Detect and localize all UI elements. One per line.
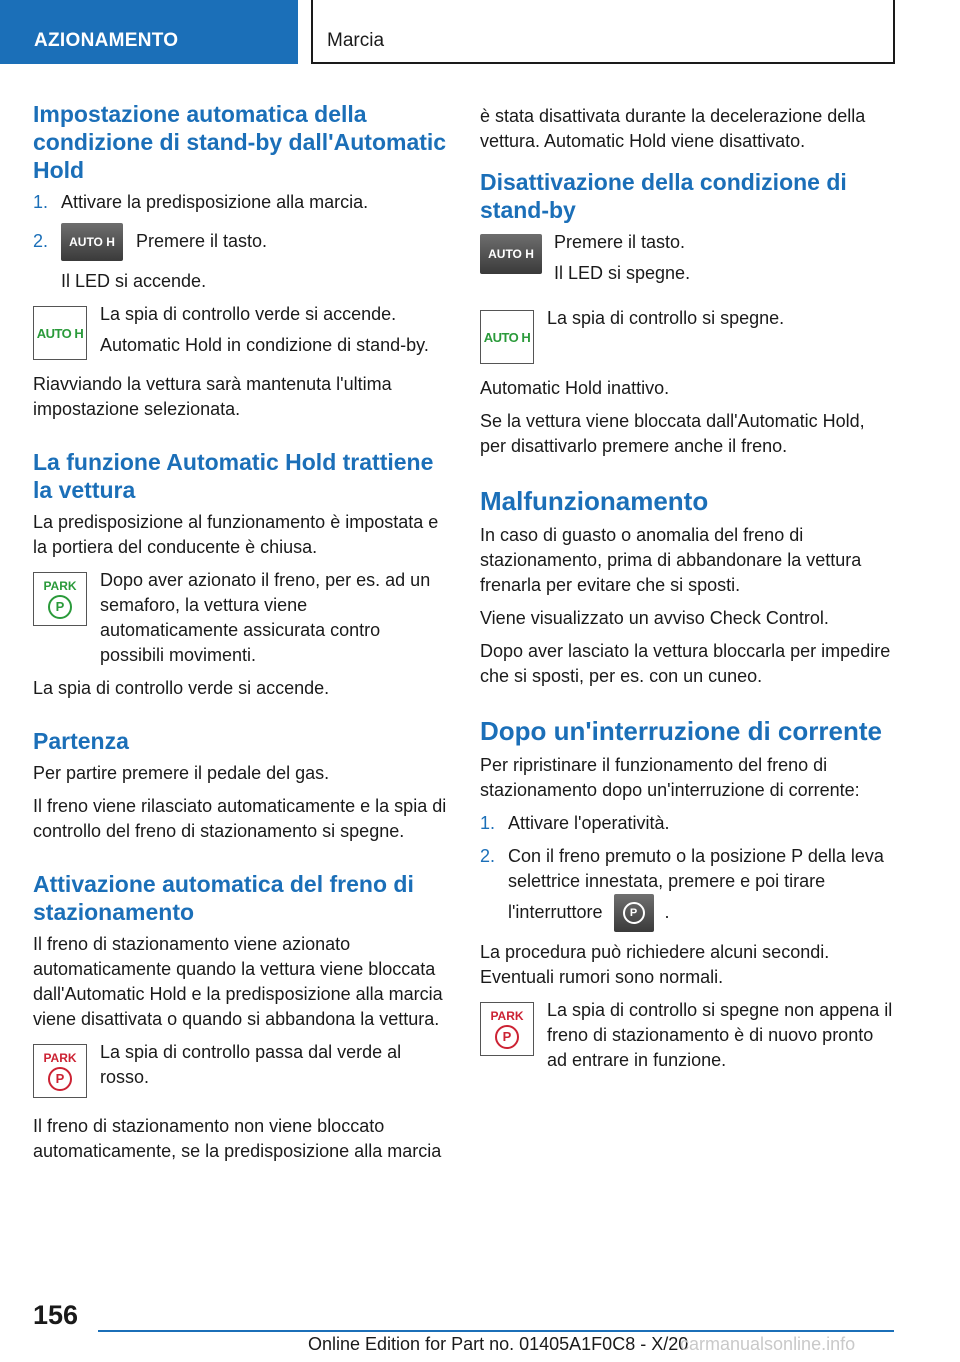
step-text-wrap xyxy=(508,844,894,932)
section-deactivate-standby xyxy=(480,168,894,459)
edition-text: Online Edition for Part no. 01405A1F0C8 - X/20 xyxy=(308,1334,689,1354)
section-title: Malfunzionamento xyxy=(480,486,709,516)
lamp-word: PARK xyxy=(43,1050,77,1065)
indicator-text-2: Automatic Hold in condizione di stand-by. xyxy=(100,335,429,355)
indicator-text: La spia di controllo passa dal verde al rosso. xyxy=(100,1042,402,1087)
paragraph: Il freno viene rilasciato automaticamente e la spia di controllo del freno di stazionamento si spegne. xyxy=(33,796,447,841)
paragraph: Automatic Hold inattivo. xyxy=(480,378,670,398)
right-column xyxy=(480,104,894,1099)
indicator-text: Dopo aver azionato il freno, per es. ad un semaforo, la vettura viene automaticamente assicurata contro possibili movimenti. xyxy=(100,570,431,665)
indicator-text xyxy=(100,302,447,364)
step-text-wrap xyxy=(61,223,447,261)
step-text: Con il freno premuto o la posizione P della leva selettrice innestata, premere e poi tirare l'interruttore xyxy=(508,846,884,922)
section-title: La funzione Automatic Hold trattiene la vettura xyxy=(33,449,434,503)
section-title: Disattivazione della condizione di stand-by xyxy=(480,169,847,223)
paragraph: La predisposizione al funzionamento è impostata e la portiera del conducente è chiusa. xyxy=(33,512,439,557)
step-number: 2. xyxy=(33,231,49,251)
paragraph: Per ripristinare il funzionamento del freno di stazionamento dopo un'interruzione di corrente: xyxy=(480,755,860,800)
footer-divider xyxy=(98,1330,894,1332)
step-item xyxy=(480,844,894,932)
auto-h-lamp-icon xyxy=(480,310,534,364)
section-auto-standby xyxy=(33,100,447,422)
indicator-row xyxy=(33,1040,447,1098)
park-red-lamp-icon xyxy=(33,1044,87,1098)
page-number: 156 xyxy=(33,1300,79,1330)
step-item xyxy=(33,223,447,261)
section-title: Partenza xyxy=(33,728,129,754)
lamp-symbol: P xyxy=(495,1025,519,1049)
indicator-row xyxy=(33,302,447,364)
step-number: 2. xyxy=(480,846,496,866)
step-item xyxy=(33,190,447,215)
auto-h-key-icon: AUTO H xyxy=(480,234,542,274)
key-slot xyxy=(480,230,554,292)
key-text-1: Premere il tasto. xyxy=(554,232,686,252)
section-malfunction xyxy=(480,485,894,689)
section-title: Attivazione automatica del freno di stazionamento xyxy=(33,871,414,925)
step-number: 1. xyxy=(33,192,49,212)
indicator-slot xyxy=(33,1040,100,1098)
section-power-interruption xyxy=(480,715,894,1073)
section-start xyxy=(33,727,447,844)
section-continuation xyxy=(480,104,894,154)
lamp-label: AUTO H xyxy=(36,325,84,341)
section-tab: AZIONAMENTO xyxy=(0,0,298,64)
section-hold-vehicle xyxy=(33,448,447,701)
section-title: Dopo un'interruzione di corrente xyxy=(480,716,882,746)
switch-symbol: P xyxy=(623,902,645,924)
parking-brake-switch-icon xyxy=(614,894,654,932)
lamp-label: AUTO H xyxy=(483,329,531,345)
paragraph: è stata disattivata durante la decelerazione della vettura. Automatic Hold viene disattivato. xyxy=(480,106,866,151)
paragraph: Il freno di stazionamento non viene bloccato automaticamente, se la predisposizione alla marcia xyxy=(33,1116,442,1161)
indicator-row xyxy=(480,998,894,1073)
indicator-slot xyxy=(480,306,547,364)
step-text: Attivare l'operatività. xyxy=(508,813,670,833)
watermark: carmanualsonline.info xyxy=(680,1334,856,1354)
paragraph: La procedura può richiedere alcuni secondi. Eventuali rumori sono normali. xyxy=(480,942,830,987)
step-number: 1. xyxy=(480,813,496,833)
step-text: Premere il tasto. xyxy=(136,230,268,251)
paragraph: Se la vettura viene bloccata dall'Automatic Hold, per disattivarlo premere anche il freno. xyxy=(480,411,865,456)
indicator-slot xyxy=(33,568,100,668)
step-text-end: . xyxy=(664,901,670,922)
chapter-title: Marcia xyxy=(311,0,895,64)
section-title: Impostazione automatica della condizione di stand-by dall'Automatic Hold xyxy=(33,101,447,183)
step-text: Attivare la predisposizione alla marcia. xyxy=(61,192,369,212)
indicator-row xyxy=(33,568,447,668)
indicator-text: La spia di controllo si spegne non appena il freno di stazionamento è di nuovo pronto ad entrare in funzione. xyxy=(547,1000,893,1070)
paragraph: In caso di guasto o anomalia del freno di stazionamento, prima di abbandonare la vettura frenarla per evitare che si sposti. xyxy=(480,525,862,595)
led-text: Il LED si accende. xyxy=(61,271,207,291)
section-auto-parking-brake xyxy=(33,870,447,1164)
paragraph: Viene visualizzato un avviso Check Control. xyxy=(480,608,829,628)
auto-h-key-icon: AUTO H xyxy=(61,223,123,261)
lamp-symbol: P xyxy=(48,1067,72,1091)
left-column xyxy=(33,100,447,1190)
park-green-lamp-icon xyxy=(33,572,87,626)
indicator-text-1: La spia di controllo verde si accende. xyxy=(100,304,397,324)
indicator-slot xyxy=(33,302,100,364)
paragraph: Il freno di stazionamento viene azionato automaticamente quando la vettura viene bloccata dall'Automatic Hold e la predisposizione alla marcia viene disattivata o quando si abbandona la vettura. xyxy=(33,934,443,1029)
indicator-slot xyxy=(480,998,547,1073)
paragraph: Per partire premere il pedale del gas. xyxy=(33,763,330,783)
paragraph: Riavviando la vettura sarà mantenuta l'ultima impostazione selezionata. xyxy=(33,374,392,419)
step-item xyxy=(480,811,894,836)
indicator-row xyxy=(480,306,894,364)
lamp-word: PARK xyxy=(490,1008,524,1023)
key-row xyxy=(480,230,894,292)
paragraph: Dopo aver lasciato la vettura bloccarla per impedire che si sposti, per es. con un cuneo. xyxy=(480,641,891,686)
key-text-2: Il LED si spegne. xyxy=(554,263,691,283)
auto-h-lamp-icon xyxy=(33,306,87,360)
indicator-text: La spia di controllo si spegne. xyxy=(547,308,785,328)
lamp-symbol: P xyxy=(48,595,72,619)
paragraph: La spia di controllo verde si accende. xyxy=(33,678,330,698)
park-red-lamp-icon xyxy=(480,1002,534,1056)
lamp-word: PARK xyxy=(43,578,77,593)
key-text xyxy=(554,230,894,292)
